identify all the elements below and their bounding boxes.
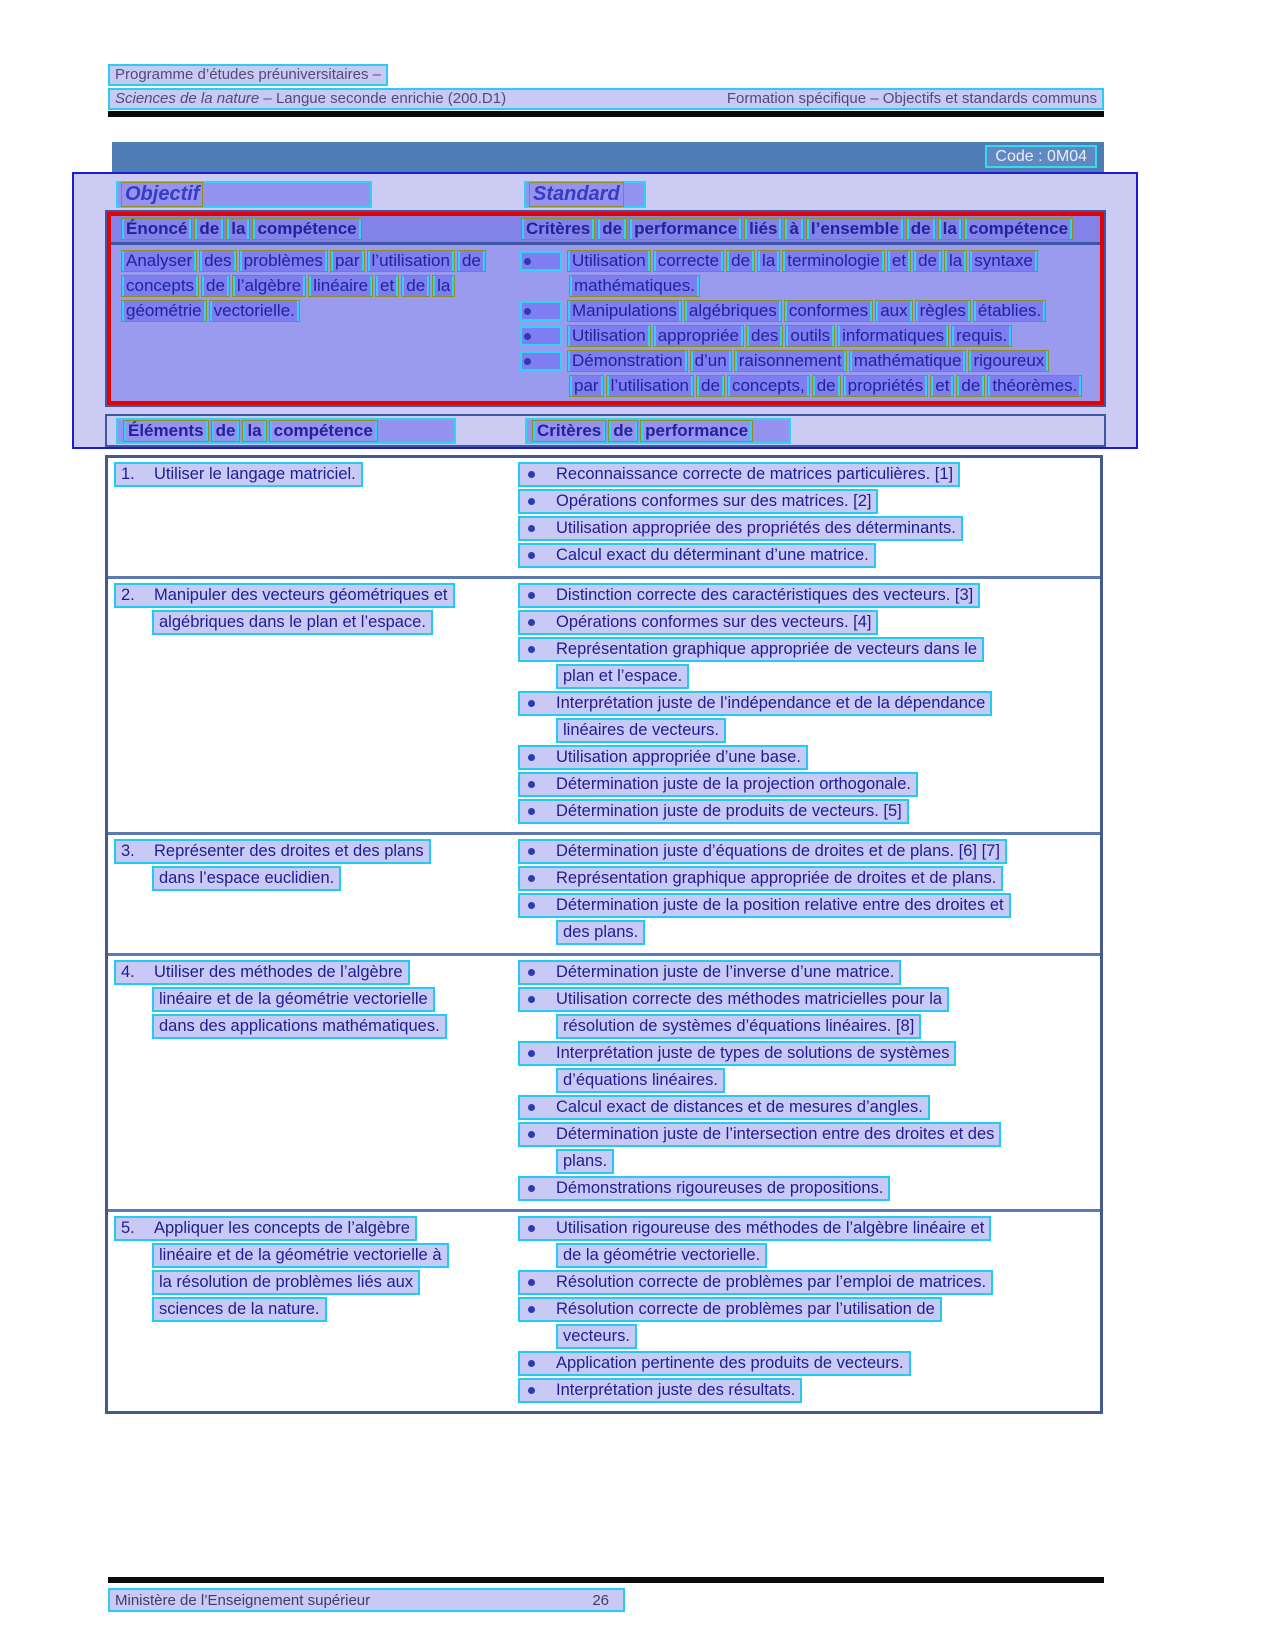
performance-line: Utilisation rigoureuse des méthodes de l’algèbre linéaire et (518, 1216, 991, 1241)
word-highlight: de (458, 251, 485, 271)
word-highlight: de (212, 421, 240, 441)
word-highlight: requis. (952, 326, 1011, 346)
element-row (108, 458, 1100, 576)
elements-header-left (116, 418, 456, 444)
performance-line-wrap (556, 1149, 1096, 1174)
word-highlight: raisonnement (735, 351, 846, 371)
word-highlight: et (931, 376, 953, 396)
criteria-column (518, 960, 1096, 1203)
bullet-icon (528, 1279, 535, 1286)
criteria-column (518, 839, 1096, 947)
word-highlight: théorèmes. (988, 376, 1081, 396)
bullet-icon (528, 1050, 535, 1057)
bullet-icon (528, 525, 535, 532)
ensemble-criteria-list (520, 251, 1100, 401)
word-highlight: règles (916, 301, 970, 321)
criteria-column (518, 462, 1096, 570)
performance-line: Détermination juste de l’intersection entre des droites et des (518, 1122, 1001, 1147)
word-highlight: géométrie (122, 301, 206, 321)
bullet-highlight (520, 251, 562, 271)
performance-line: Calcul exact de distances et de mesures d’angles. (518, 1095, 930, 1120)
bullet-icon (528, 1131, 535, 1138)
bullet-icon (528, 1306, 535, 1313)
element-row (108, 953, 1100, 1209)
element-column (114, 583, 518, 826)
word-highlight: de (914, 251, 941, 271)
word-highlight: concepts, (728, 376, 809, 396)
performance-line-wrap (518, 1095, 1096, 1120)
element-text-line: 1. Utiliser le langage matriciel. (114, 462, 363, 487)
element-row (108, 1209, 1100, 1411)
element-number: 5. (121, 1219, 135, 1237)
word-highlight: établies. (974, 301, 1045, 321)
word-highlight: l’utilisation (607, 376, 693, 396)
performance-line: Reconnaissance correcte de matrices particulières. [1] (518, 462, 960, 487)
element-text-line-wrap (152, 866, 518, 891)
code-bar (112, 142, 1104, 172)
word-highlight: aux (876, 301, 911, 321)
element-text-line: 4. Utiliser des méthodes de l’algèbre (114, 960, 410, 985)
criterion-line (520, 251, 1100, 271)
word-highlight: problèmes (240, 251, 327, 271)
criteria-column (518, 583, 1096, 826)
performance-line: Utilisation correcte des méthodes matricielles pour la (518, 987, 949, 1012)
word-highlight: Éléments (124, 421, 208, 441)
performance-line: plan et l’espace. (556, 664, 689, 689)
element-text-line: dans des applications mathématiques. (152, 1014, 447, 1039)
element-text-line-wrap (152, 1243, 518, 1268)
performance-line: Interprétation juste de types de solutions de systèmes (518, 1041, 956, 1066)
criterion-line (520, 301, 1100, 321)
bullet-icon (528, 700, 535, 707)
performance-line-wrap (518, 799, 1096, 824)
performance-line: Interprétation juste de l’indépendance et de la dépendance (518, 691, 992, 716)
performance-line-wrap (518, 866, 1096, 891)
word-highlight: la (758, 251, 779, 271)
bullet-icon (528, 552, 535, 559)
bullet-icon (528, 592, 535, 599)
word-highlight: correcte (654, 251, 723, 271)
word-highlight: de (727, 251, 754, 271)
bullet-icon (528, 875, 535, 882)
performance-line: Détermination juste de produits de vecteurs. [5] (518, 799, 909, 824)
performance-line-wrap (518, 583, 1096, 608)
bullet-icon (524, 358, 531, 365)
performance-line-wrap (518, 1122, 1096, 1147)
element-text-line-wrap (152, 1297, 518, 1322)
performance-line-wrap (518, 516, 1096, 541)
word-highlight: performance (641, 421, 752, 441)
word-highlight: informatiques (838, 326, 948, 346)
bullet-icon (528, 1185, 535, 1192)
bullet-icon (528, 808, 535, 815)
performance-line-wrap (556, 718, 1096, 743)
performance-line-wrap (556, 1324, 1096, 1349)
word-highlight: et (888, 251, 910, 271)
performance-line: Application pertinente des produits de vecteurs. (518, 1351, 911, 1376)
bullet-icon (528, 471, 535, 478)
word-highlight: de (813, 376, 840, 396)
word-highlight: de (907, 219, 935, 239)
performance-line-wrap (556, 664, 1096, 689)
bullet-icon (528, 781, 535, 788)
element-text-line-wrap (114, 462, 518, 487)
standard-highlight (524, 181, 646, 208)
element-text-line-wrap (152, 1014, 518, 1039)
word-highlight: et (376, 276, 398, 296)
word-highlight: performance (630, 219, 741, 239)
performance-line-wrap (518, 1297, 1096, 1322)
word-highlight: de (402, 276, 429, 296)
performance-line: Calcul exact du déterminant d’une matrice. (518, 543, 876, 568)
footer-rule (108, 1577, 1104, 1583)
word-highlight: de (697, 376, 724, 396)
element-text-line-wrap (114, 583, 518, 608)
bullet-icon (528, 1104, 535, 1111)
word-highlight: de (202, 276, 229, 296)
element-text-line-wrap (152, 987, 518, 1012)
performance-line-wrap (518, 772, 1096, 797)
word-highlight: par (570, 376, 603, 396)
performance-line: Distinction correcte des caractéristiques des vecteurs. [3] (518, 583, 980, 608)
word-highlight: Analyser (122, 251, 196, 271)
bullet-highlight (520, 351, 562, 371)
criteria-column (518, 1216, 1096, 1405)
element-number: 2. (121, 586, 135, 604)
objectif-highlight (116, 181, 372, 208)
word-highlight: Utilisation (568, 251, 650, 271)
code-badge: Code : 0M04 (985, 145, 1097, 168)
word-highlight: la (243, 421, 265, 441)
word-highlight: Critères (522, 219, 594, 239)
bullet-icon (528, 902, 535, 909)
element-text-line: 5. Appliquer les concepts de l’algèbre (114, 1216, 417, 1241)
header-line2 (108, 88, 1104, 110)
word-highlight: d’un (691, 351, 731, 371)
program-subtitle: – Langue seconde enrichie (200.D1) (259, 90, 507, 107)
header-line2-left (115, 90, 506, 108)
performance-line-wrap (518, 893, 1096, 918)
element-text-line-wrap (114, 960, 518, 985)
word-highlight: de (609, 421, 637, 441)
element-text-line-wrap (152, 610, 518, 635)
performance-line: Utilisation appropriée d’une base. (518, 745, 808, 770)
element-column (114, 960, 518, 1203)
word-highlight: des (747, 326, 782, 346)
criterion-line (520, 351, 1100, 371)
performance-line-wrap (518, 1041, 1096, 1066)
enonce-table (105, 210, 1106, 407)
word-highlight: syntaxe (970, 251, 1037, 271)
word-highlight: compétence (965, 219, 1072, 239)
performance-line-wrap (518, 1270, 1096, 1295)
word-highlight: par (331, 251, 364, 271)
bullet-icon (528, 1387, 535, 1394)
word-highlight: rigoureux (969, 351, 1048, 371)
word-highlight: des (200, 251, 235, 271)
word-highlight: Démonstration (568, 351, 687, 371)
performance-line-wrap (518, 462, 1096, 487)
element-number: 1. (121, 465, 135, 483)
performance-line-wrap (556, 1014, 1096, 1039)
header-line2-right: Formation spécifique – Objectifs et standards communs (726, 90, 1097, 107)
enonce-red-border (107, 212, 1104, 405)
performance-line: vecteurs. (556, 1324, 637, 1349)
performance-line: de la géométrie vectorielle. (556, 1243, 767, 1268)
header-rule (108, 111, 1104, 117)
word-highlight: la (945, 251, 966, 271)
elements-header-row (105, 414, 1106, 447)
performance-line: Représentation graphique appropriée de vecteurs dans le (518, 637, 984, 662)
program-title: Sciences de la nature (115, 90, 260, 107)
criterion-line (568, 276, 1100, 296)
enonce-header-right (520, 219, 1100, 239)
performance-line-wrap (518, 691, 1096, 716)
word-highlight: Manipulations (568, 301, 681, 321)
element-text-line: linéaire et de la géométrie vectorielle à (152, 1243, 449, 1268)
performance-line: Interprétation juste des résultats. (518, 1378, 802, 1403)
element-text-line: linéaire et de la géométrie vectorielle (152, 987, 435, 1012)
elements-header-right (525, 418, 791, 444)
word-highlight: la (227, 219, 249, 239)
performance-line: Démonstrations rigoureuses de propositions. (518, 1176, 890, 1201)
performance-line: d’équations linéaires. (556, 1068, 725, 1093)
performance-line: Détermination juste de l’inverse d’une matrice. (518, 960, 901, 985)
enonce-header-row (111, 216, 1100, 245)
word-highlight: liés (745, 219, 781, 239)
word-highlight: Critères (533, 421, 605, 441)
word-highlight: l’ensemble (807, 219, 903, 239)
element-text-line: dans l’espace euclidien. (152, 866, 341, 891)
element-column (114, 462, 518, 570)
word-highlight: mathématiques. (570, 276, 699, 296)
word-highlight: appropriée (654, 326, 743, 346)
performance-line-wrap (518, 839, 1096, 864)
element-row (108, 576, 1100, 832)
element-text-line: sciences de la nature. (152, 1297, 327, 1322)
word-highlight: l’algèbre (233, 276, 305, 296)
bullet-icon (524, 258, 531, 265)
word-highlight: la (433, 276, 454, 296)
competence-statement (120, 251, 520, 401)
word-highlight: Utilisation (568, 326, 650, 346)
bullet-icon (524, 308, 531, 315)
bullet-icon (528, 646, 535, 653)
element-text-line: 3. Représenter des droites et des plans (114, 839, 431, 864)
element-text-line: 2. Manipuler des vecteurs géométriques et (114, 583, 455, 608)
performance-line: plans. (556, 1149, 614, 1174)
performance-line-wrap (518, 960, 1096, 985)
word-highlight: à (785, 219, 802, 239)
element-column (114, 839, 518, 947)
page-number: 26 (592, 1591, 609, 1609)
performance-line: Résolution correcte de problèmes par l’emploi de matrices. (518, 1270, 993, 1295)
performance-line: Résolution correcte de problèmes par l’utilisation de (518, 1297, 942, 1322)
bullet-icon (528, 996, 535, 1003)
word-highlight: vectorielle. (210, 301, 299, 321)
word-highlight: terminologie (783, 251, 884, 271)
element-text-line: la résolution de problèmes liés aux (152, 1270, 420, 1295)
element-text-line: algébriques dans le plan et l’espace. (152, 610, 433, 635)
statement-line (120, 301, 520, 321)
document-header (108, 64, 1104, 110)
word-highlight: compétence (253, 219, 360, 239)
performance-line: Opérations conformes sur des vecteurs. [4] (518, 610, 878, 635)
bullet-icon (528, 848, 535, 855)
word-highlight: outils (786, 326, 834, 346)
performance-line: linéaires de vecteurs. (556, 718, 726, 743)
element-text-line-wrap (152, 1270, 518, 1295)
standard-label: Standard (530, 183, 623, 206)
performance-line-wrap (518, 543, 1096, 568)
bullet-icon (528, 1225, 535, 1232)
performance-line: Détermination juste de la projection orthogonale. (518, 772, 918, 797)
performance-line-wrap (518, 1378, 1096, 1403)
ministry-label: Ministère de l’Enseignement supérieur (115, 1591, 371, 1609)
bullet-icon (528, 498, 535, 505)
bullet-highlight (520, 326, 562, 346)
word-highlight: algébriques (685, 301, 781, 321)
performance-line: Utilisation appropriée des propriétés des déterminants. (518, 516, 963, 541)
bullet-icon (524, 333, 531, 340)
criterion-line (520, 326, 1100, 346)
bullet-icon (528, 1360, 535, 1367)
element-column (114, 1216, 518, 1405)
bullet-icon (528, 969, 535, 976)
performance-line: Détermination juste d’équations de droites et de plans. [6] [7] (518, 839, 1007, 864)
word-highlight: compétence (270, 421, 377, 441)
element-text-line-wrap (114, 839, 518, 864)
word-highlight: linéaire (309, 276, 372, 296)
performance-line: Représentation graphique appropriée de droites et de plans. (518, 866, 1003, 891)
elements-table (105, 455, 1103, 1414)
performance-line: résolution de systèmes d’équations linéaires. [8] (556, 1014, 921, 1039)
word-highlight: de (195, 219, 223, 239)
performance-line-wrap (518, 637, 1096, 662)
bullet-icon (528, 754, 535, 761)
performance-line-wrap (556, 1243, 1096, 1268)
element-row (108, 832, 1100, 953)
performance-line-wrap (518, 1351, 1096, 1376)
word-highlight: conformes (785, 301, 872, 321)
objectif-standard-section (72, 172, 1138, 449)
element-text-line-wrap (114, 1216, 518, 1241)
bullet-icon (528, 619, 535, 626)
objectif-standard-row (116, 181, 646, 208)
statement-line (120, 276, 520, 296)
criterion-line (568, 376, 1100, 396)
performance-line-wrap (518, 1176, 1096, 1201)
performance-line-wrap (518, 745, 1096, 770)
word-highlight: concepts (122, 276, 198, 296)
objectif-label: Objectif (122, 183, 202, 206)
enonce-header-left (120, 219, 520, 239)
performance-line-wrap (518, 987, 1096, 1012)
element-number: 3. (121, 842, 135, 860)
bullet-highlight (520, 301, 562, 321)
header-line1: Programme d’études préuniversitaires – (108, 64, 388, 86)
performance-line: des plans. (556, 920, 645, 945)
word-highlight: la (939, 219, 961, 239)
performance-line-wrap (518, 610, 1096, 635)
footer (108, 1588, 625, 1612)
word-highlight: de (957, 376, 984, 396)
word-highlight: propriétés (844, 376, 928, 396)
statement-line (120, 251, 520, 271)
performance-line-wrap (556, 920, 1096, 945)
performance-line-wrap (556, 1068, 1096, 1093)
performance-line: Opérations conformes sur des matrices. [2] (518, 489, 878, 514)
enonce-body (111, 245, 1100, 401)
performance-line: Détermination juste de la position relative entre des droites et (518, 893, 1011, 918)
element-number: 4. (121, 963, 135, 981)
word-highlight: de (598, 219, 626, 239)
word-highlight: Énoncé (122, 219, 191, 239)
performance-line-wrap (518, 489, 1096, 514)
word-highlight: l’utilisation (368, 251, 454, 271)
word-highlight: mathématique (850, 351, 966, 371)
performance-line-wrap (518, 1216, 1096, 1241)
